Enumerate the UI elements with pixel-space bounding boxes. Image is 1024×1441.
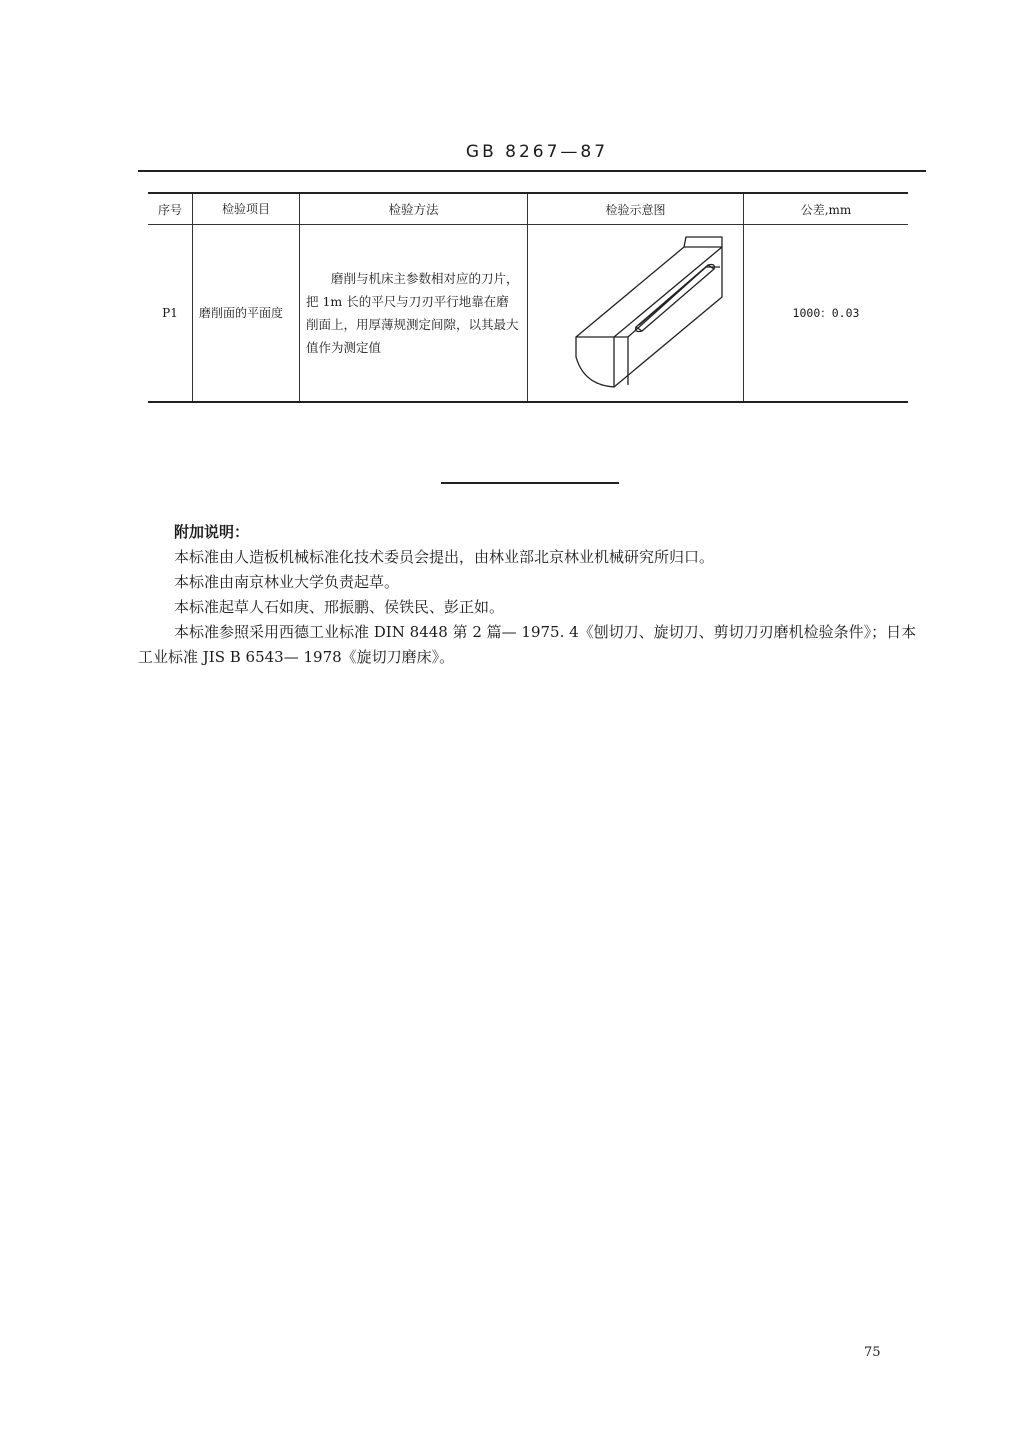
section-divider	[441, 482, 619, 484]
col-header-no: 序号	[148, 193, 193, 225]
col-header-method: 检验方法	[300, 193, 528, 225]
page-number: 75	[864, 1345, 881, 1360]
cell-diagram	[528, 225, 744, 403]
notes-heading: 附加说明：	[174, 523, 250, 541]
standard-number-header: GB 8267—87	[465, 142, 609, 162]
cell-item: 磨削面的平面度	[193, 225, 300, 403]
notes-line: 本标准起草人石如庚、邢振鹏、侯铁民、彭正如。	[174, 598, 505, 616]
table-row	[148, 225, 908, 403]
blade-grinding-diagram	[536, 227, 736, 397]
notes-line: 本标准由人造板机械标准化技术委员会提出，由林业部北京林业机械研究所归口。	[174, 548, 715, 566]
notes-line: 本标准参照采用西德工业标准 DIN 8448 第 2 篇— 1975. 4《刨切刀、旋切刀、剪切刀刃磨机检验条件》；日本工业标准 JIS B 6543— 1978《旋切刀磨床》。	[138, 623, 917, 666]
header-rule	[138, 170, 926, 172]
inspection-table	[148, 192, 908, 403]
cell-tolerance: 1000：0.03	[744, 225, 909, 403]
cell-no: P1	[148, 225, 193, 403]
col-header-tolerance: 公差,mm	[744, 193, 909, 225]
col-header-item: 检验项目	[193, 193, 300, 225]
col-header-diagram: 检验示意图	[528, 193, 744, 225]
notes-line: 本标准由南京林业大学负责起草。	[174, 573, 400, 591]
additional-notes	[138, 520, 928, 670]
table-header-row	[148, 193, 908, 225]
cell-method: 磨削与机床主参数相对应的刀片，把 1m 长的平尺与刀刃平行地靠在磨削面上，用厚薄规测定间隙，以其最大值作为测定值	[300, 225, 528, 403]
